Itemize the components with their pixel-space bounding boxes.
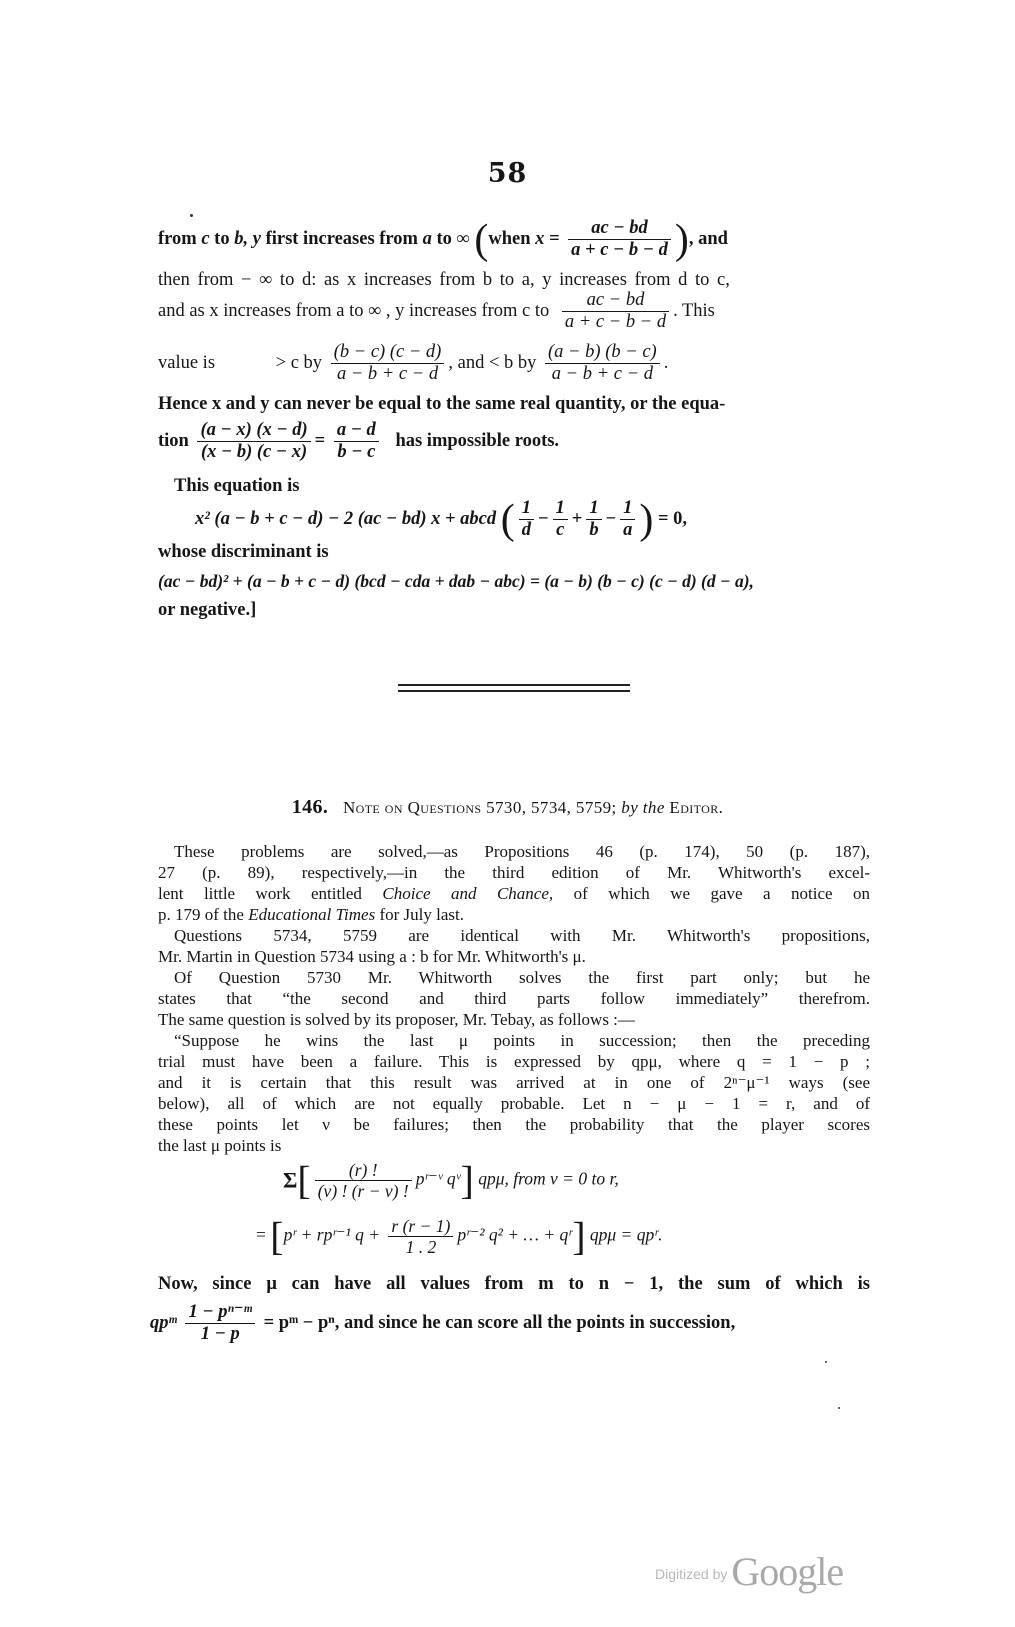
text-line: below), all of which are not equally probable. Let n − μ − 1 = r, and of: [158, 1094, 870, 1113]
var: y: [252, 229, 261, 250]
text-line: the last μ points is: [158, 1136, 282, 1155]
denominator: b: [589, 520, 599, 541]
math-line-9: (ac − bd)² + (a − b + c − d) (bcd − cda + dab − abc) = (a − b) (b − c) (c − d) (d − a),: [158, 571, 754, 591]
fraction: [586, 498, 601, 542]
numerator: 1: [586, 498, 601, 520]
expr: pʳ⁻ᵛ qᵛ: [415, 1168, 461, 1189]
section-number: 146.: [291, 796, 329, 818]
numerator: ac − bd: [562, 290, 669, 312]
math-line-1: [158, 218, 870, 262]
expr: qpμ = qpʳ.: [589, 1224, 663, 1245]
denominator: c: [556, 520, 565, 541]
text-line: trial must have been a failure. This is expressed by qpμ, where q = 1 − p ;: [158, 1052, 870, 1071]
text: lent little work entitled: [158, 884, 362, 903]
text-line: Questions 5734, 5759 are identical with Mr. Whitworth's propositions,: [174, 926, 870, 945]
fraction: [334, 420, 379, 464]
denominator: b − c: [337, 442, 376, 463]
text: when: [488, 229, 531, 250]
divider-rule-bottom: [398, 690, 630, 692]
fraction: [545, 342, 660, 386]
fraction: [185, 1302, 255, 1346]
speck: [825, 1361, 827, 1363]
page-number: 58: [487, 158, 528, 189]
paren-open: (: [500, 496, 515, 543]
text-line: Mr. Martin in Question 5734 using a : b for Mr. Whitworth's μ.: [158, 947, 586, 966]
text: of which we gave a notice on: [573, 884, 871, 903]
digitized-by-text: Digitized by: [655, 1566, 728, 1582]
numerator: 1 − pⁿ⁻ᵐ: [185, 1302, 255, 1324]
text: .: [663, 353, 669, 374]
fraction: [620, 498, 635, 542]
text-line: [150, 1302, 862, 1346]
math-line-7: This equation is: [174, 476, 300, 496]
denominator: a + c − b − d: [571, 240, 668, 261]
var: b,: [234, 229, 249, 250]
digitized-by-google-watermark: [655, 1548, 843, 1595]
denominator: d: [521, 520, 531, 541]
text-line: these points let ν be failures; then the probability that the player scores: [158, 1115, 870, 1134]
numerator: (r) !: [315, 1160, 412, 1181]
divider-rule-top: [398, 684, 630, 686]
google-logo: Google: [731, 1549, 844, 1594]
denominator: a − b + c − d: [336, 364, 439, 385]
denominator: a: [623, 520, 633, 541]
text: , and: [688, 229, 728, 250]
equation-3: [256, 1213, 856, 1259]
math-line-6: [158, 420, 870, 464]
numerator: 1: [553, 498, 568, 520]
numerator: r (r − 1): [388, 1216, 453, 1237]
text: from: [158, 229, 197, 250]
text-line: states that “the second and third parts follow immediately” therefrom.: [158, 989, 870, 1008]
expr: pʳ + rpʳ⁻¹ q +: [283, 1224, 381, 1245]
section-heading: [0, 796, 1015, 819]
bracket-open: [: [297, 1157, 311, 1203]
var: x =: [535, 229, 560, 250]
numerator: (a − x) (x − d): [197, 420, 310, 442]
journal-title: Educational Times: [248, 905, 376, 924]
text-line: These problems are solved,—as Propositions 46 (p. 174), 50 (p. 187),: [174, 842, 870, 861]
section-by: by the: [621, 798, 665, 817]
text: . This: [673, 301, 715, 322]
text: to: [214, 229, 230, 250]
fraction: [562, 290, 669, 334]
text-line: The same question is solved by its proposer, Mr. Tebay, as follows :—: [158, 1010, 635, 1029]
math-line-8: whose discriminant is: [158, 542, 329, 562]
section-title: Note on Questions 5730, 5734, 5759;: [342, 798, 617, 817]
denominator: a + c − b − d: [564, 312, 667, 333]
text: = 0,: [658, 509, 688, 530]
section-author: Editor.: [669, 798, 724, 817]
text: , and < b by: [448, 353, 537, 374]
fraction: [197, 420, 310, 464]
text-line: Now, since μ can have all values from m to n − 1, the sum of which is: [158, 1274, 870, 1294]
numerator: (b − c) (c − d): [331, 342, 445, 364]
bracket-close: ]: [460, 1157, 474, 1203]
text: = pᵐ − pⁿ, and since he can score all the points in succession,: [263, 1313, 736, 1334]
text: p. 179 of the: [158, 905, 244, 924]
book-title: Choice and Chance,: [382, 884, 554, 903]
paren-close: ): [674, 216, 689, 263]
math-line-4: [158, 342, 870, 386]
sigma: Σ: [283, 1167, 298, 1193]
text: and as x increases from a to ∞ , y increases from c to: [158, 301, 550, 322]
math-line-5: Hence x and y can never be equal to the same real quantity, or the equa-: [158, 394, 726, 414]
text: has impossible roots.: [395, 431, 560, 452]
expr: qpμ, from ν = 0 to r,: [478, 1168, 619, 1189]
paren-open: (: [474, 216, 489, 263]
equation-2: [283, 1157, 843, 1203]
text-line: Of Question 5730 Mr. Whitworth solves the first part only; but he: [174, 968, 870, 987]
text-line: and it is certain that this result was arrived at in one of 2ⁿ⁻μ⁻¹ ways (see: [158, 1073, 870, 1092]
equals: =: [256, 1224, 266, 1245]
fraction: [568, 218, 671, 262]
equals: =: [314, 431, 326, 452]
equation-1: x² (a − b + c − d) − 2 (ac − bd) x + abcd ( $\frac{1}{d}$ − $\frac{1}{c}$ + $\frac{1}{b}$ − $\frac{1}{a}$ ) = 0,: [195, 496, 688, 543]
paren-close: ): [639, 496, 654, 543]
speck: [838, 1407, 840, 1409]
denominator: (ν) ! (r − ν) !: [317, 1181, 409, 1202]
denominator: a − b + c − d: [551, 364, 653, 385]
fraction: [553, 498, 568, 542]
numerator: (a − b) (b − c): [545, 342, 660, 364]
fraction: [315, 1160, 412, 1201]
fraction: [388, 1216, 453, 1257]
numerator: a − d: [334, 420, 379, 442]
text-line: [158, 884, 870, 904]
denominator: (x − b) (c − x): [200, 442, 308, 463]
text-line: 27 (p. 89), respectively,—in the third edition of Mr. Whitworth's excel-: [158, 863, 870, 882]
bracket-open: [: [270, 1213, 284, 1259]
text: to ∞: [436, 229, 470, 250]
text: value is: [158, 353, 216, 374]
var: c: [201, 229, 210, 250]
bracket-close: ]: [572, 1213, 586, 1259]
expr: x² (a − b + c − d) − 2 (ac − bd) x + abcd: [195, 509, 497, 530]
var: a: [422, 229, 432, 250]
speck-top: [190, 214, 193, 217]
numerator: ac − bd: [568, 218, 671, 240]
text: for July last.: [379, 905, 464, 924]
text: first increases from: [265, 229, 418, 250]
text: > c by: [275, 353, 323, 374]
numerator: 1: [519, 498, 534, 520]
math-line-2: then from − ∞ to d: as x increases from b to a, y increases from d to c,: [158, 270, 730, 290]
numerator: 1: [620, 498, 635, 520]
text-line: “Suppose he wins the last μ points in succession; then the preceding: [174, 1031, 870, 1050]
text-line: [158, 905, 870, 925]
text: tion: [158, 431, 189, 452]
denominator: 1 − p: [200, 1324, 240, 1345]
math-line-3: [158, 290, 870, 334]
fraction: [331, 342, 445, 386]
denominator: 1 . 2: [405, 1237, 437, 1258]
expr: qpᵐ: [150, 1313, 177, 1334]
math-line-10: or negative.]: [158, 600, 257, 620]
expr: pʳ⁻² q² + … + qʳ: [457, 1224, 573, 1245]
fraction: [519, 498, 534, 542]
